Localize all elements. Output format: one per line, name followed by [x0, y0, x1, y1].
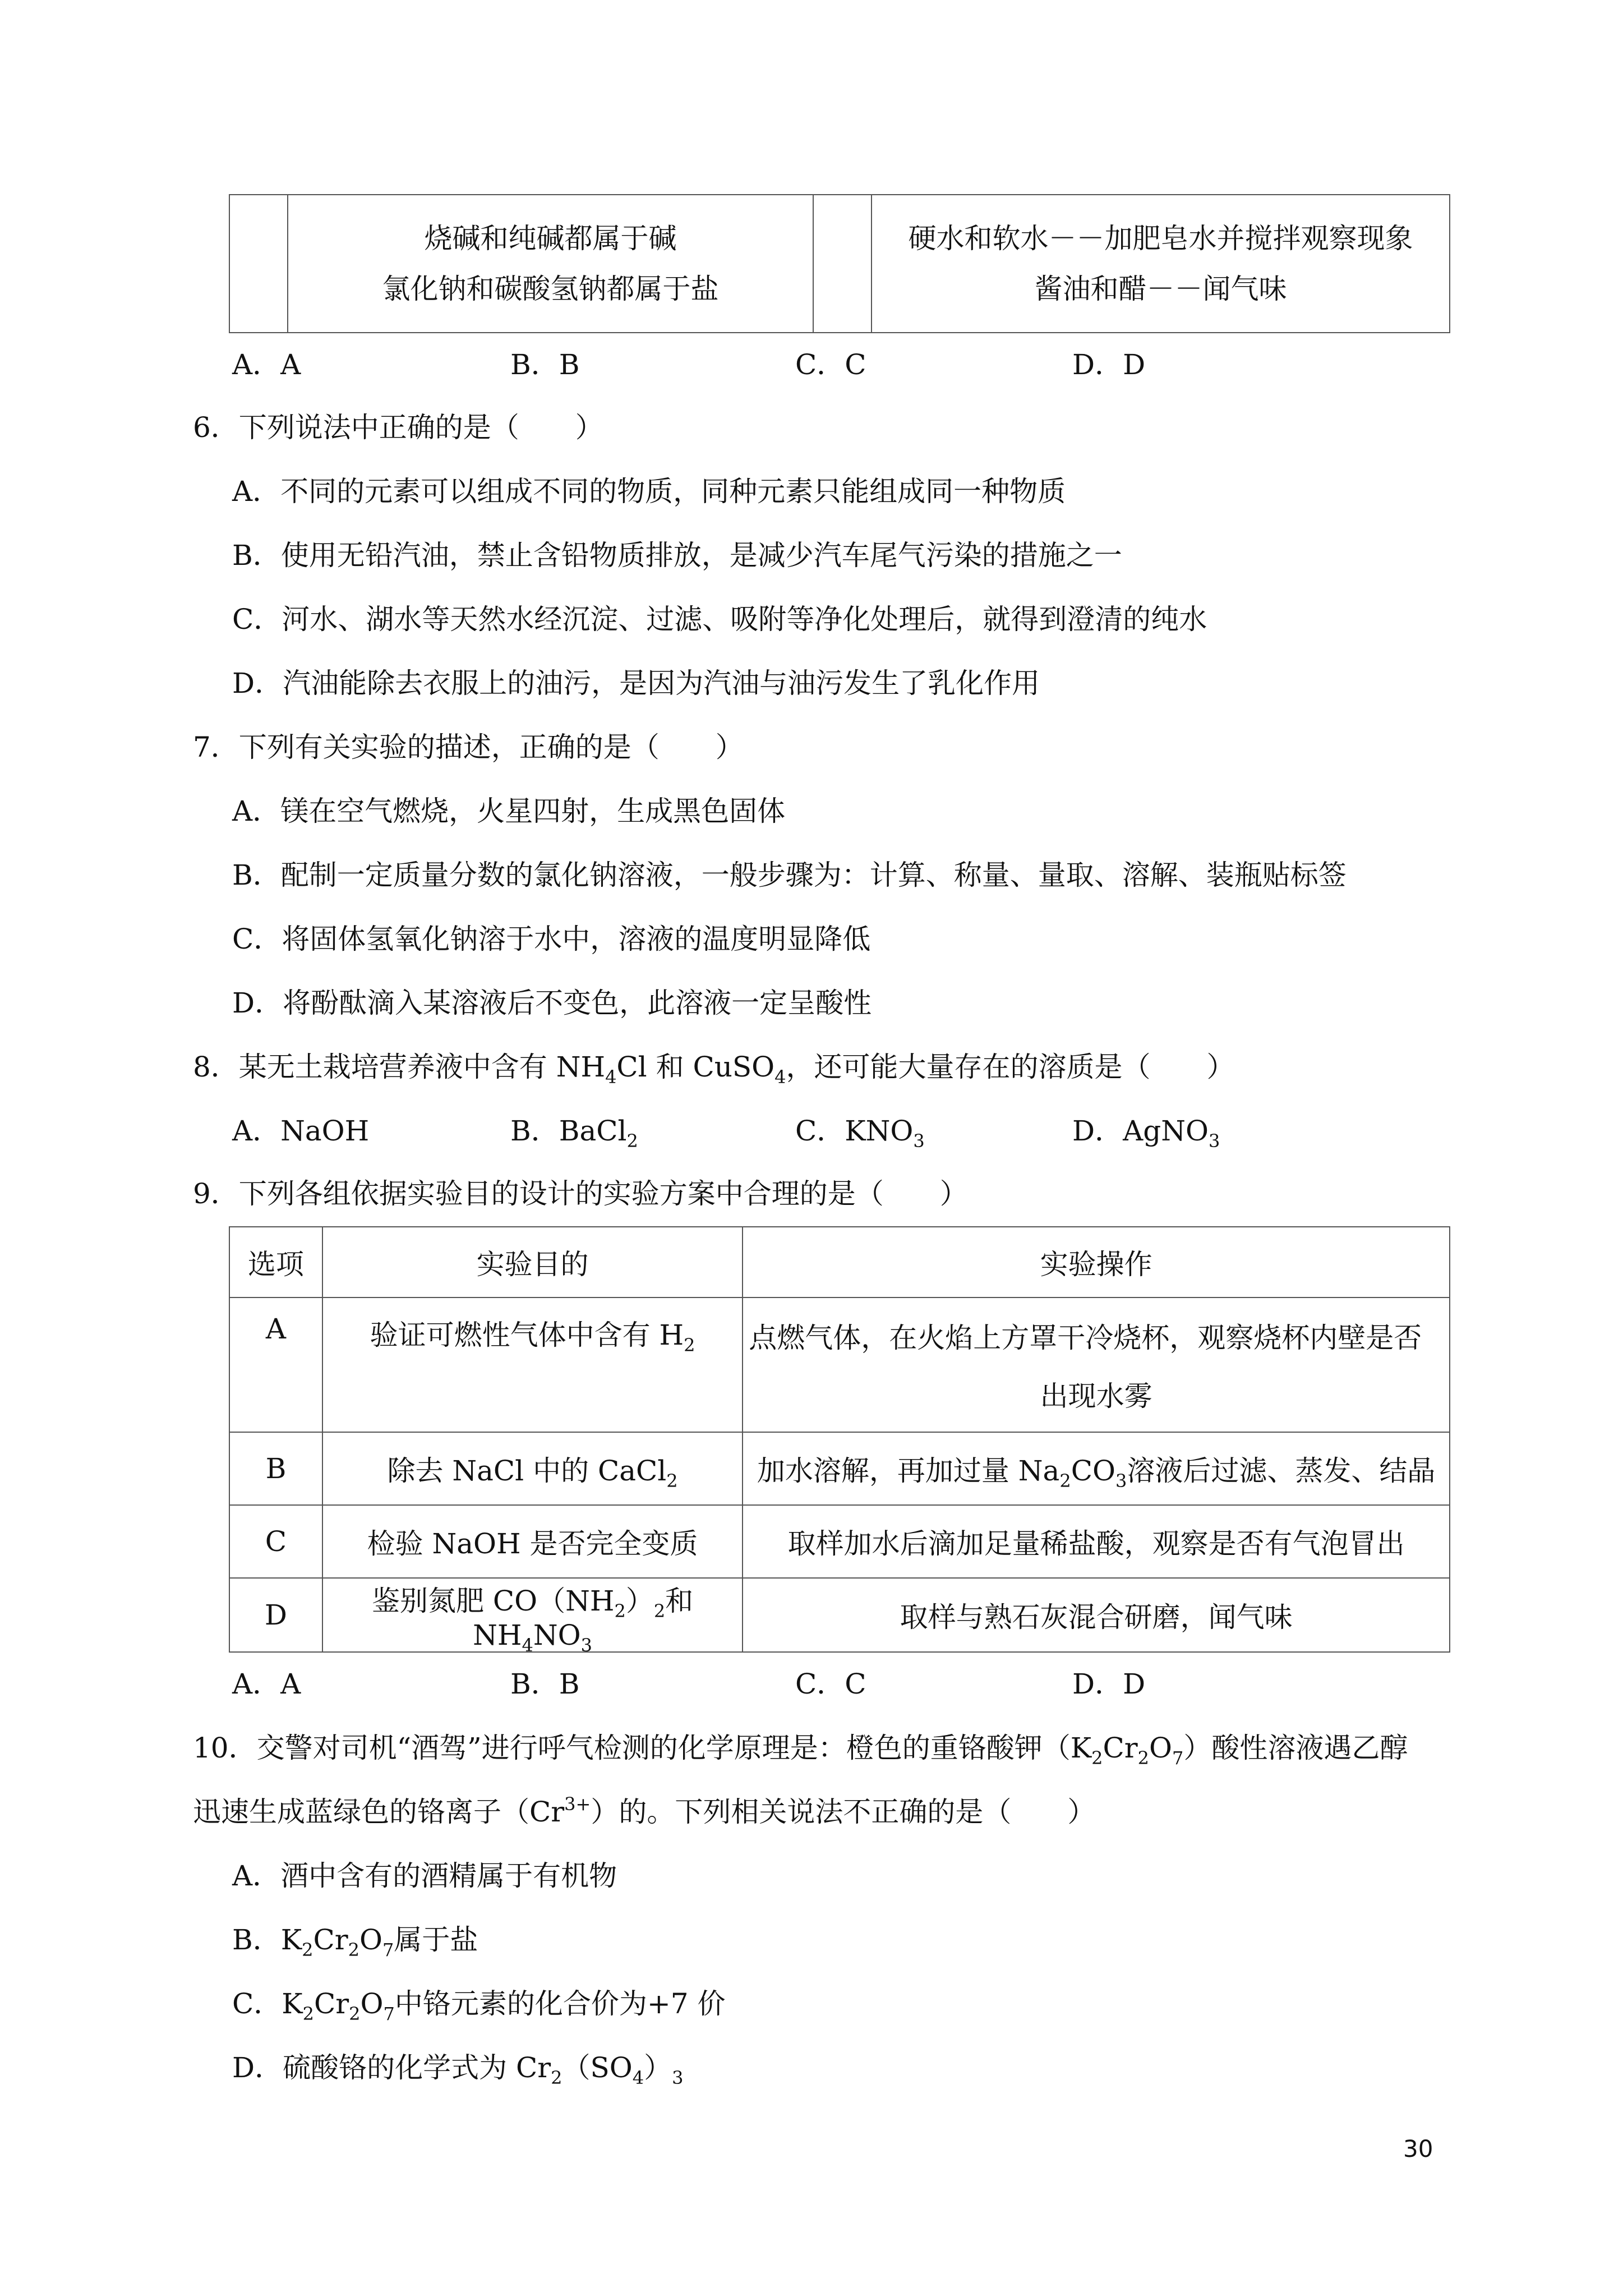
- q7-option-d: D．将酚酞滴入某溶液后不变色，此溶液一定呈酸性: [232, 987, 872, 1019]
- q7-option-b: B．配制一定质量分数的氯化钠溶液，一般步骤为：计算、称量、量取、溶解、装瓶贴标签: [232, 859, 1347, 891]
- q6-option-b: B．使用无铅汽油，禁止含铅物质排放，是减少汽车尾气污染的措施之一: [232, 539, 1122, 572]
- q9-option-c: C．C: [795, 1668, 866, 1700]
- q10-stem-line-1: 10．交警对司机“酒驾”进行呼气检测的化学原理是：橙色的重铬酸钾$(K_2Cr_2O_7)$酸性溶液遇乙醇: [193, 1732, 1408, 1769]
- q9-row-c-option: C: [229, 1505, 322, 1578]
- q9-row-d-option: D: [229, 1578, 322, 1652]
- q7-option-a: A．镁在空气燃烧，火星四射，生成黑色固体: [232, 795, 786, 827]
- q10-option-b: B．$K_2Cr_2O_7$属于盐: [232, 1924, 478, 1961]
- q5-option-d: D．D: [1072, 348, 1146, 381]
- top-table-left-line-1: 烧碱和纯碱都属于碱: [424, 222, 677, 255]
- q9-row-a-purpose: 验证可燃性气体中含有 $H_2$: [322, 1297, 743, 1432]
- top-table-left-content: [288, 195, 813, 333]
- q9-table-row-a: [229, 1297, 1450, 1432]
- q9-row-a-option: A: [229, 1297, 322, 1432]
- q9-row-a-operation: 点燃气体，在火焰上方罩干冷烧杯，观察烧杯内壁是否 出现水雾: [743, 1297, 1450, 1432]
- q9-row-b-option: B: [229, 1432, 322, 1505]
- q7-stem: 7．下列有关实验的描述，正确的是（ ）: [193, 731, 744, 763]
- q9-row-b-purpose: 除去 NaCl 中的 CaCl$_2$: [322, 1432, 743, 1505]
- q8-option-b: B．BaCl$_2$: [510, 1115, 638, 1152]
- q9-header-operation: 实验操作: [743, 1227, 1450, 1297]
- top-table-right-line-2: 酱油和醋－－闻气味: [1034, 273, 1287, 305]
- q8-option-a: A．NaOH: [232, 1115, 370, 1147]
- q8-option-d: D．AgNO$_3$: [1072, 1115, 1220, 1152]
- q9-header-option: 选项: [229, 1227, 322, 1297]
- q9-row-d-purpose: 鉴别氮肥 $CO(NH_2)_2$和 $NH_4NO_3$: [322, 1578, 743, 1652]
- q5-option-b: B．B: [510, 348, 580, 381]
- q8-stem: 8．某无土栽培营养液中含有 $NH_4Cl$ 和 CuSO$_4$，还可能大量存在的溶质是（ ）: [193, 1051, 1235, 1088]
- q9-table-row-c: [229, 1505, 1450, 1578]
- q9-table: [229, 1226, 1450, 1656]
- q10-stem-line-2: 迅速生成蓝绿色的铬离子$(Cr^{3+})$的。下列相关说法不正确的是（ ）: [193, 1793, 1096, 1828]
- q6-option-d: D．汽油能除去衣服上的油污，是因为汽油与油污发生了乳化作用: [232, 667, 1040, 700]
- q10-option-d: D．硫酸铬的化学式为 $Cr_2(SO_4)_3$: [232, 2051, 684, 2088]
- q10-option-a: A．酒中含有的酒精属于有机物: [232, 1860, 617, 1892]
- q9-row-c-purpose: 检验 NaOH 是否完全变质: [322, 1505, 743, 1578]
- q9-row-c-operation: 取样加水后滴加足量稀盐酸，观察是否有气泡冒出: [743, 1505, 1450, 1578]
- top-table-right-line-1: 硬水和软水－－加肥皂水并搅拌观察现象: [908, 222, 1413, 255]
- q9-option-b: B．B: [510, 1668, 580, 1700]
- q9-table-header-row: [229, 1227, 1450, 1297]
- top-table-empty-cell-right: [813, 195, 872, 333]
- q9-row-d-operation: 取样与熟石灰混合研磨，闻气味: [743, 1578, 1450, 1652]
- q9-header-purpose: 实验目的: [322, 1227, 743, 1297]
- q10-option-c: C．$K_2Cr_2O_7$中铬元素的化合价为+7 价: [232, 1987, 726, 2024]
- top-table-left-line-2: 氯化钠和碳酸氢钠都属于盐: [382, 273, 719, 305]
- top-table-right-content: [872, 195, 1450, 333]
- q5-option-c: C．C: [795, 348, 866, 381]
- q7-option-c: C．将固体氢氧化钠溶于水中，溶液的温度明显降低: [232, 923, 871, 955]
- q9-table-row-b: [229, 1432, 1450, 1505]
- q9-option-a: A．A: [232, 1668, 301, 1700]
- q6-stem: 6．下列说法中正确的是（ ）: [193, 411, 603, 444]
- page-number: 30: [1403, 2135, 1433, 2162]
- top-table-empty-cell-left: [229, 195, 288, 333]
- q5-option-a: A．A: [232, 348, 301, 381]
- q8-option-c: C．$KNO_3$: [795, 1115, 925, 1152]
- q6-option-a: A．不同的元素可以组成不同的物质，同种元素只能组成同一种物质: [232, 475, 1066, 508]
- q9-row-b-operation: 加水溶解，再加过量 $Na_2CO_3$溶液后过滤、蒸发、结晶: [743, 1432, 1450, 1505]
- q6-option-c: C．河水、湖水等天然水经沉淀、过滤、吸附等净化处理后，就得到澄清的纯水: [232, 603, 1207, 636]
- q9-table-row-d: [229, 1578, 1450, 1652]
- q9-option-d: D．D: [1072, 1668, 1146, 1700]
- top-table: [229, 194, 1450, 333]
- q9-stem: 9．下列各组依据实验目的设计的实验方案中合理的是（ ）: [193, 1177, 968, 1210]
